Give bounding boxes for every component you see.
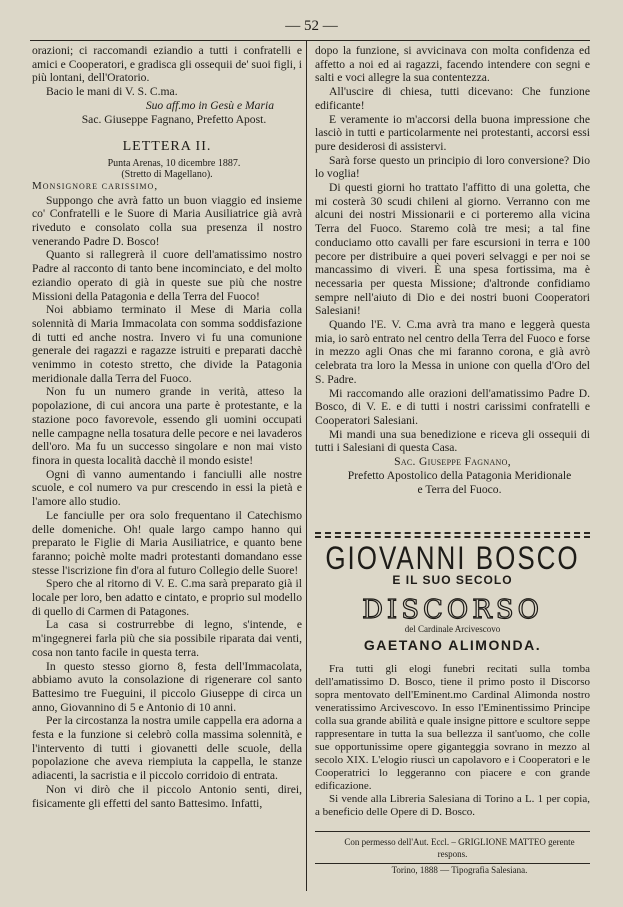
right-column	[315, 44, 590, 877]
paragraph: Ogni dì vanno aumentando i fanciulli alle nostre scuole, e col numero va pur crescendo in essi la pietà e l'amore allo studio.	[32, 467, 302, 509]
closing-signature-title: Prefetto Apostolico della Patagonia Meridionale	[347, 468, 572, 482]
closing-signature-name: Sac. Giuseppe Fagnano,	[394, 455, 511, 469]
paragraph: orazioni; ci raccomandi eziandio a tutti i confratelli e amici e Cooperatori, e gradisca gli ossequii de' suoi figli, i più lontani, dell'Oratorio.	[32, 44, 302, 85]
paragraph: E veramente io m'accorsi della buona impressione che lasciò in tutti e particolarmente nei protestanti, accorsi essi pure desiderosi di assistervi.	[315, 112, 590, 153]
letter-salutation: Monsignore carissimo,	[32, 179, 159, 192]
paragraph: Di questi giorni ho trattato l'affitto di una goletta, che mi costerà 30 scudi chileni al giorno. Verranno con me alcuni dei nostri Missionarii e ci porteremo alla vicina Terra del Fuoco. Staremo colà tre mesi; a tal fine conduciamo otto cavalli per fare escursioni in terra e 100 pecore per distribuire a quei poveri selvaggi e per noi se mancassimo di viveri. È una spesa fortissima, ma è necessaria per questa Missione; d'altronde confidiamo sempre nell'aiuto di Dio e dei nostri buoni Cooperatori Salesiani!	[315, 181, 590, 318]
book-author: GAETANO ALIMONDA.	[363, 637, 542, 654]
book-advertisement	[315, 539, 590, 819]
letter-signature: Sac. Giuseppe Fagnano, Prefetto Apost.	[81, 112, 267, 126]
paragraph: Le fanciulle per ora solo frequentano il Catechismo delle domeniche. Oh! quale largo campo hanno qui preparato le Figlie di Maria Ausiliatrice, e quanto bene faranno; poichè molte madri protestanti domandano esse stesse l'iscrizione fin d'ora al futuro Collegio delle Suore!	[32, 508, 302, 577]
paragraph: Fra tutti gli elogi funebri recitati sulla tomba dell'amatissimo D. Bosco, tiene il primo posto il Discorso sopra mentovato dell'Eminent.mo Cardinal Alimonda nostro veneratissimo Arcivescovo. In esso l'Eminentissimo Principe colla sua grande abilità e quale insigne pittore e scultore seppe rappresentare in tutta la sua bellezza il sant'uomo, che colle sue opportunissime opere giganteggia sovrano in mezzo al secolo XIX. L'elogio riuscì un capolavoro e i Cooperatori e le Cooperatrici lo leggeranno con piacere e con grande edificazione.	[315, 662, 590, 792]
printer-line: Torino, 1888 — Tipografia Salesiana.	[391, 864, 528, 875]
page-number: — 52 —	[285, 18, 338, 34]
column-divider	[306, 41, 307, 891]
paragraph: Suppongo che avrà fatto un buon viaggio ed insieme co' Confratelli e le Suore di Maria Ausiliatrice già avrà riveduto e consolato colla sua presenza il nostro venerando Padre D. Bosco!	[32, 193, 302, 248]
header-rule	[30, 40, 590, 41]
paragraph: All'uscire di chiesa, tutti dicevano: Che funzione edificante!	[315, 85, 590, 112]
paragraph: La casa si costrurrebbe di legno, s'intende, e m'ingegnerei farla più che sia possibile riparata dai venti, cosa non tanto facile in questa terra.	[32, 618, 302, 659]
author-prefix: del Cardinale Arcivescovo	[404, 624, 501, 635]
book-subtitle: E IL SUO SECOLO	[392, 572, 513, 587]
paragraph: Noi abbiamo terminato il Mese di Maria colla solennità di Maria Immacolata con somma soddisfazione di tutti ed anche nostra. Invero vi fu una comunione generale dei ragazzi e ragazze istruiti e preparati dacchè venimmo in cotesto stretto, che divide la Patagonia meridionale dalla Terra del Fuoco.	[32, 303, 302, 385]
paragraph: In questo stesso giorno 8, festa dell'Immacolata, abbiamo avuto la consolazione di rigenerare col santo Battesimo tre Fueguini, il piccolo Giuseppe di circa un anno, Giovannino di 5 e Antonio di 10 anni.	[32, 659, 302, 714]
book-discorso-heading: DISCORSO	[362, 594, 543, 625]
dateline-location: (Stretto di Magellano).	[121, 168, 213, 180]
paragraph: dopo la funzione, si avvicinava con molta confidenza ed affetto a noi ed ai ragazzi, facendo intendere con segni e salti e voci allegre la sua contentezza.	[315, 44, 590, 85]
paragraph: Mi raccomando alle orazioni dell'amatissimo Padre D. Bosco, di V. E. e di tutti i nostri carissimi confratelli e Cooperatori Salesiani.	[315, 386, 590, 427]
book-title: GIOVANNI BOSCO	[325, 539, 580, 577]
paragraph: Si vende alla Libreria Salesiana di Torino a L. 1 per copia, a beneficio delle Opere di D. Bosco.	[315, 792, 590, 818]
paragraph: Bacio le mani di V. S. C.ma.	[46, 85, 178, 99]
letter-dateline	[32, 158, 302, 180]
paragraph: Non vi dirò che il piccolo Antonio senti, direi, fisicamente gli effetti del santo Battesimo. Infatti,	[32, 782, 302, 810]
paragraph: Quando l'E. V. C.ma avrà tra mano e leggerà questa mia, io sarò entrato nel centro della Terra del Fuoco e forse in mezzo agli Onas che mi faranno corona, e già avrò celebrata tra loro la Messa in unione con quella d'Oro del S. Padre.	[315, 318, 590, 386]
imprimatur-line: Con permesso dell'Aut. Eccl. – GRIGLIONE MATTEO gerente respons.	[344, 836, 575, 859]
paragraph: Quanto si rallegrerà il cuore dell'amatissimo nostro Padre al racconto di tanto bene incominciato, e del molto eziandio operato di già in queste sue più che nostre Missioni della Patagonia e della Terra del Fuoco!	[32, 248, 302, 303]
letter-signoff: Suo aff.mo in Gesù e Maria	[145, 98, 274, 112]
dateline-place-date: Punta Arenas, 10 dicembre 1887.	[107, 157, 241, 169]
paragraph: Spero che al ritorno di V. E. C.ma sarà preparato già il locale per loro, ben adatto e cintato, e proprio sul modello di quello di Carmen di Patagones.	[32, 577, 302, 618]
letter-title: LETTERA II.	[122, 139, 212, 155]
footer-rule	[315, 831, 590, 832]
ornamental-divider	[315, 532, 590, 538]
left-column	[32, 44, 302, 810]
paragraph: Mi mandi una sua benedizione e riceva gli ossequii di tutti i Salesiani di questa Casa.	[315, 427, 590, 455]
advertisement-text	[315, 663, 590, 819]
paragraph: Sarà forse questo un principio di loro conversione? Dio lo voglia!	[315, 153, 590, 181]
closing-signature-title-2: e Terra del Fuoco.	[417, 482, 502, 496]
paragraph: Per la circostanza la nostra umile cappella era adorna a festa e la funzione si celebrò colla massima solennità, e l'intervento di tutti i giovanetti delle scuole, della popolazione che aveva riempiuta la cappella, le stanze adiacenti, la sacristia e il piccolo corridoio di entrata.	[32, 714, 302, 783]
paragraph: Non fu un numero grande in verità, atteso la popolazione, di cui ancora una parte è protestante, e la stazione poco favorevole, essendo gli uomini occupati nelle campagne nella tosatura delle pecore e nei lavaderos dell'oro. Ma fu un successo singolare e non mai visto finora in questa località dacchè il mondo esiste!	[32, 385, 302, 467]
